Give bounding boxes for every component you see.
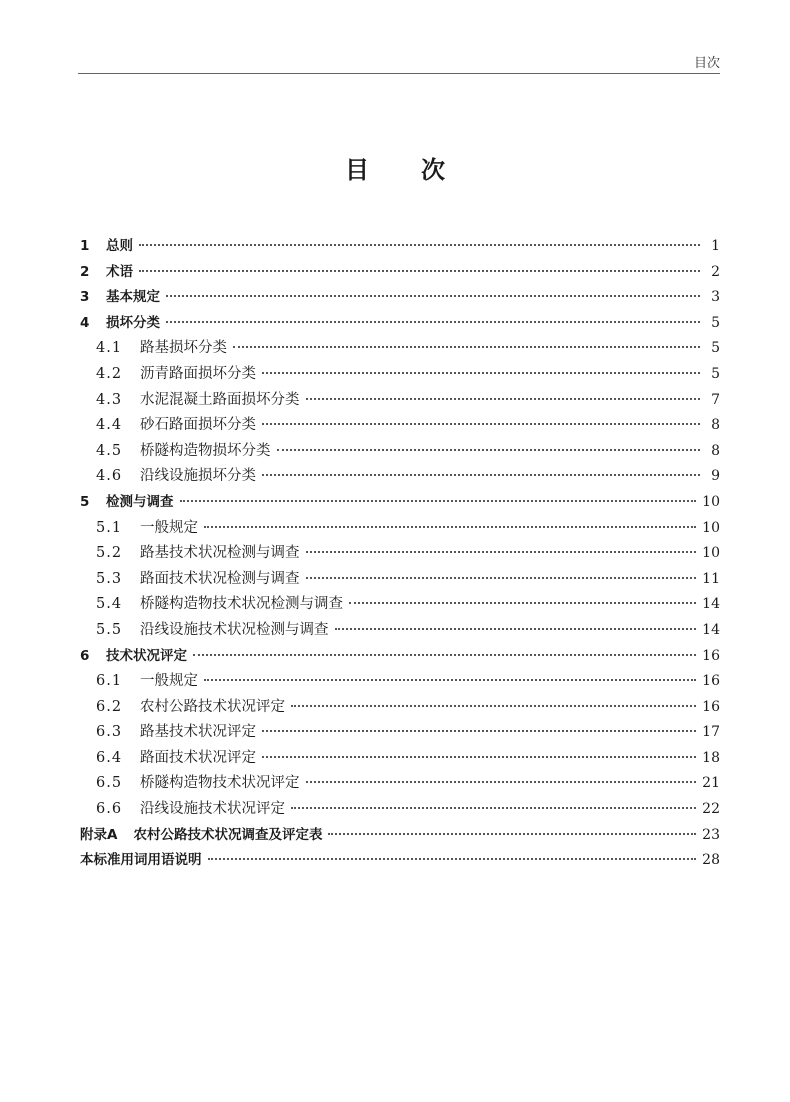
- toc-entry-number: 5.1: [96, 519, 123, 536]
- toc-entry-title: 桥隧构造物损坏分类: [140, 442, 271, 459]
- toc-entry-page: 23: [702, 826, 720, 843]
- toc-entry-title: 基本规定: [106, 289, 160, 306]
- toc-entry[interactable]: [80, 516, 720, 542]
- dot-leader: [166, 295, 700, 297]
- toc-entry-page: 14: [702, 596, 720, 613]
- toc-entry-number: 5.5: [96, 621, 123, 638]
- toc-entry[interactable]: [80, 823, 720, 849]
- toc-entry-page: 8: [711, 417, 720, 434]
- toc-entry-number: 6.4: [96, 749, 123, 766]
- header-rule: [78, 73, 720, 74]
- dot-leader: [306, 398, 701, 400]
- toc-entry[interactable]: [80, 541, 720, 567]
- dot-leader: [328, 833, 696, 835]
- dot-leader: [262, 474, 700, 476]
- toc-entry-title: 路面技术状况检测与调查: [140, 570, 300, 587]
- toc-entry-page: 7: [711, 391, 720, 408]
- toc-entry-page: 14: [702, 621, 720, 638]
- toc-entry-title: 路基技术状况检测与调查: [140, 545, 300, 562]
- toc-entry-page: 5: [711, 365, 720, 382]
- toc-entry[interactable]: [80, 362, 720, 388]
- toc-entry-title: 水泥混凝土路面损坏分类: [140, 391, 300, 408]
- toc-entry-number: 5: [80, 493, 90, 510]
- dot-leader: [262, 423, 700, 425]
- toc-entry-title: 沿线设施损坏分类: [140, 468, 256, 485]
- toc-entry[interactable]: [80, 490, 720, 516]
- toc-entry[interactable]: [80, 695, 720, 721]
- toc-entry-page: 10: [702, 493, 720, 510]
- toc-entry[interactable]: [80, 336, 720, 362]
- toc-entry-title: 路基技术状况评定: [140, 724, 256, 741]
- toc-entry-page: 10: [702, 545, 720, 562]
- dot-leader: [193, 654, 696, 656]
- toc-entry-page: 28: [702, 852, 720, 869]
- dot-leader: [262, 730, 696, 732]
- toc-entry-page: 16: [702, 673, 720, 690]
- table-of-contents: [80, 234, 720, 874]
- toc-entry-title: 桥隧构造物技术状况评定: [140, 775, 300, 792]
- dot-leader: [335, 628, 697, 630]
- toc-entry-title: 农村公路技术状况调查及评定表: [133, 826, 323, 843]
- toc-entry-page: 2: [711, 263, 720, 280]
- toc-entry[interactable]: [80, 797, 720, 823]
- toc-entry-number: 6.1: [96, 673, 123, 690]
- dot-leader: [306, 577, 697, 579]
- toc-entry-number: 4.4: [96, 417, 123, 434]
- dot-leader: [166, 321, 700, 323]
- toc-entry-title: 术语: [106, 263, 133, 280]
- toc-entry-title: 一般规定: [140, 673, 198, 690]
- toc-entry-page: 22: [702, 801, 720, 818]
- toc-entry-number: 5.4: [96, 596, 123, 613]
- toc-entry-title: 沿线设施技术状况评定: [140, 801, 285, 818]
- toc-entry-page: 1: [711, 238, 720, 254]
- toc-entry-title: 路基损坏分类: [140, 340, 227, 357]
- toc-entry-page: 21: [702, 775, 720, 792]
- toc-entry-page: 18: [702, 749, 720, 766]
- toc-entry-number: 4.5: [96, 442, 123, 459]
- toc-entry-number: 6.2: [96, 698, 123, 715]
- toc-entry-page: 5: [711, 314, 720, 331]
- toc-entry[interactable]: [80, 260, 720, 286]
- toc-entry-number: 4.6: [96, 468, 123, 485]
- dot-leader: [349, 602, 696, 604]
- toc-entry[interactable]: [80, 388, 720, 414]
- toc-entry[interactable]: [80, 464, 720, 490]
- toc-entry[interactable]: [80, 669, 720, 695]
- toc-entry-title: 路面技术状况评定: [140, 749, 256, 766]
- toc-entry[interactable]: [80, 234, 720, 260]
- dot-leader: [180, 500, 697, 502]
- toc-entry[interactable]: [80, 644, 720, 670]
- toc-entry-title: 沿线设施技术状况检测与调查: [140, 621, 329, 638]
- dot-leader: [139, 270, 700, 272]
- toc-entry-number: 4.3: [96, 391, 123, 408]
- toc-entry-number: 6.5: [96, 775, 123, 792]
- toc-entry-page: 16: [702, 698, 720, 715]
- dot-leader: [277, 449, 701, 451]
- toc-entry-number: 4.1: [96, 340, 123, 357]
- dot-leader: [306, 781, 697, 783]
- toc-entry-title: 沥青路面损坏分类: [140, 365, 256, 382]
- toc-entry[interactable]: [80, 311, 720, 337]
- toc-entry-number: 6: [80, 647, 90, 664]
- toc-entry-title: 技术状况评定: [106, 647, 187, 664]
- toc-entry[interactable]: [80, 567, 720, 593]
- toc-entry-title: 砂石路面损坏分类: [140, 417, 256, 434]
- toc-entry-page: 16: [702, 647, 720, 664]
- dot-leader: [208, 858, 697, 860]
- dot-leader: [262, 372, 700, 374]
- toc-entry-number: 5.2: [96, 545, 123, 562]
- toc-entry-title: 农村公路技术状况评定: [140, 698, 285, 715]
- dot-leader: [139, 244, 700, 246]
- toc-entry-title: 本标准用词用语说明: [80, 852, 202, 869]
- toc-entry-page: 3: [711, 289, 720, 306]
- dot-leader: [233, 346, 700, 348]
- toc-entry-page: 9: [711, 468, 720, 485]
- toc-entry[interactable]: [80, 618, 720, 644]
- dot-leader: [204, 679, 696, 681]
- dot-leader: [262, 756, 696, 758]
- toc-entry-page: 11: [702, 570, 720, 587]
- toc-entry-number: 附录A: [80, 826, 118, 843]
- toc-entry-number: 5.3: [96, 570, 123, 587]
- toc-entry[interactable]: [80, 592, 720, 618]
- toc-entry-page: 8: [711, 442, 720, 459]
- toc-entry[interactable]: [80, 720, 720, 746]
- toc-entry-page: 17: [702, 724, 720, 741]
- toc-entry-page: 10: [702, 519, 720, 536]
- dot-leader: [306, 551, 697, 553]
- toc-entry[interactable]: [80, 746, 720, 772]
- toc-entry-number: 1: [80, 238, 90, 254]
- toc-entry-title: 桥隧构造物技术状况检测与调查: [140, 596, 343, 613]
- toc-entry-number: 3: [80, 289, 90, 306]
- dot-leader: [204, 526, 696, 528]
- toc-entry-number: 4.2: [96, 365, 123, 382]
- toc-entry-number: 6.6: [96, 801, 123, 818]
- toc-entry[interactable]: [80, 771, 720, 797]
- toc-entry[interactable]: [80, 285, 720, 311]
- toc-entry-page: 5: [711, 340, 720, 357]
- toc-entry-number: 4: [80, 314, 90, 331]
- toc-entry-title: 一般规定: [140, 519, 198, 536]
- running-header: 目次: [693, 56, 720, 71]
- page-title: 目次: [345, 156, 497, 184]
- toc-entry[interactable]: [80, 848, 720, 874]
- toc-entry[interactable]: [80, 439, 720, 465]
- toc-entry-number: 2: [80, 263, 90, 280]
- toc-entry-title: 检测与调查: [106, 493, 174, 510]
- toc-entry-title: 总则: [106, 238, 133, 254]
- toc-entry-number: 6.3: [96, 724, 123, 741]
- toc-entry[interactable]: [80, 413, 720, 439]
- dot-leader: [291, 705, 696, 707]
- dot-leader: [291, 807, 696, 809]
- toc-entry-title: 损坏分类: [106, 314, 160, 331]
